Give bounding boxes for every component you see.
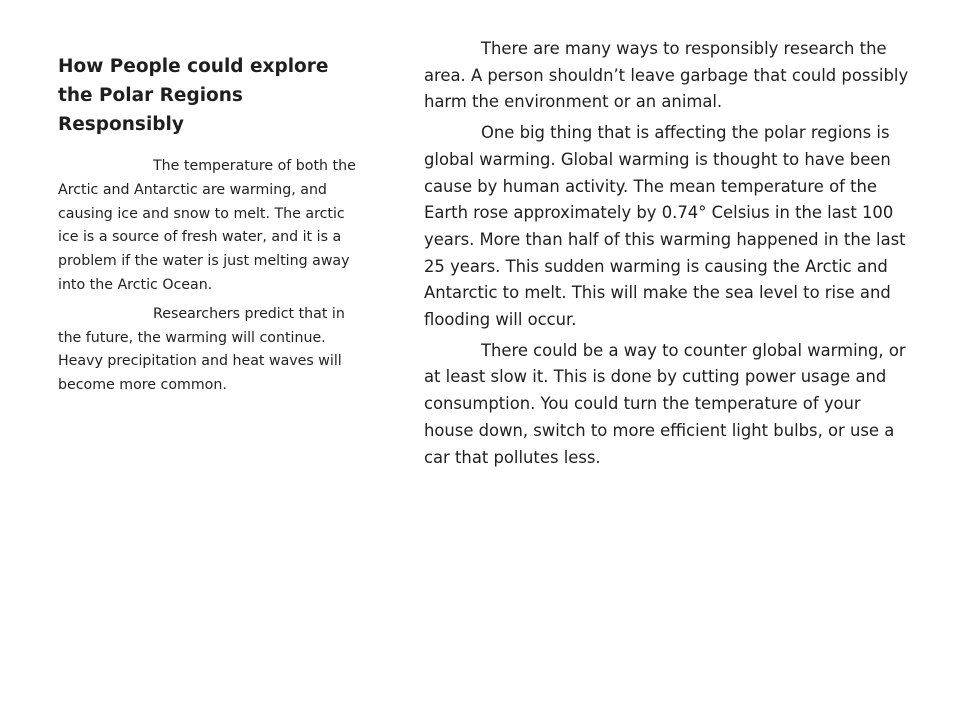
right-paragraph-global-warming: One big thing that is affecting the polar regions is global warming. Global warming is thought to have been cause by human activity. The mean temperature of the Earth rose approximately by 0.74° Celsius in the last 100 years. More than half of this warming happened in the last 25 years. This sudden warming is causing the Arctic and Antarctic to melt. This will make the sea level to rise and flooding will occur.	[424, 123, 906, 330]
left-paragraph-researchers: Researchers predict that in the future, the warming will continue. Heavy precipitation and heat waves will become more common.	[58, 305, 345, 394]
right-paragraph-research-responsibly: There are many ways to responsibly research the area. A person shouldn’t leave garbage that could possibly harm the environment or an animal.	[424, 39, 909, 112]
slide-title: How People could explore the Polar Regions Responsibly	[58, 56, 329, 135]
left-paragraph-temperature: The temperature of both the Arctic and Antarctic are warming, and causing ice and snow to melt. The arctic ice is a source of fresh water, and it is a problem if the water is just melting away into the Arctic Ocean.	[58, 158, 356, 293]
left-text-column	[58, 155, 356, 403]
right-text-column	[424, 36, 909, 475]
right-paragraph-counter-warming: There could be a way to counter global warming, or at least slow it. This is done by cutting power usage and consumption. You could turn the temperature of your house down, switch to more efficient light bulbs, or use a car that pollutes less.	[424, 340, 906, 467]
